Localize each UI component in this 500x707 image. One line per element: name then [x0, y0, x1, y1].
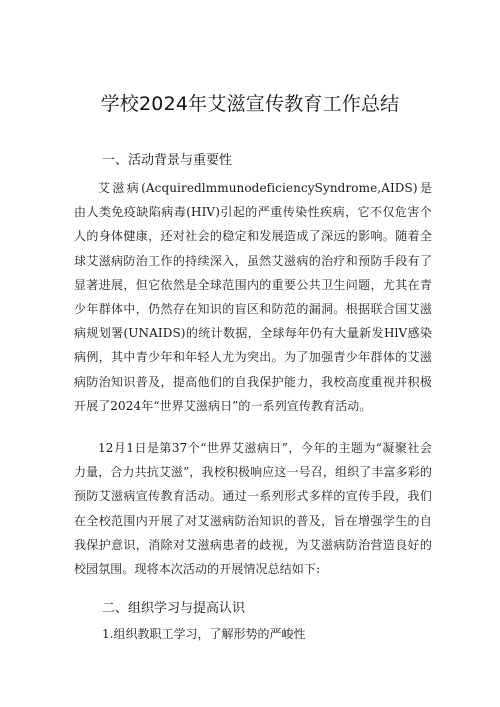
subsection-item-staff-study: 1.组织教职工学习，了解形势的严峻性: [102, 627, 306, 641]
section-heading-background: 一、活动背景与重要性: [102, 153, 233, 168]
paragraph-background: 艾滋病(AcquiredlmmunodeficiencySyndrome,AIDS)是由人类免疫缺陷病毒(HIV)引起的严重传染性疾病，它不仅危害个人的身体健康，还对社会的稳定和发展造成了深远的影响。随着全球艾滋病防治工作的持续深入，虽然艾滋病的治疗和预防手段有了显著进展，但它依然是全球范围内的重要公共卫生问题，尤其在青少年群体中，仍然存在知识的盲区和防范的漏洞。根据联合国艾滋病规划署(UNAIDS)的统计数据，全球每年仍有大量新发HlV感染病例，其中青少年和年轻人尤为突出。为了加强青少年群体的艾滋病防治知识普及，提高他们的自我保护能力，我校高度重视并积极开展了2024年“世界艾滋病日”的一系列宣传教育活动。: [74, 181, 432, 413]
document-title: 学校2024年艾滋宣传教育工作总结: [100, 93, 400, 115]
section-heading-study: 二、组织学习与提高认识: [102, 601, 246, 616]
paragraph-world-aids-day: 12月1日是第37个“世界艾滋病日”，今年的主题为“凝聚社会力量，合力共抗艾滋”，我校积极响应这一号召，组织了丰富多彩的预防艾滋病宣传教育活动。通过一系列形式多样的宣传手段，我们在全校范围内开展了对艾滋病防治知识的普及，旨在增强学生的自我保护意识，消除对艾滋病患者的歧视，为艾滋病防治营造良好的校园氛围。现将本次活动的开展情况总结如下:: [74, 441, 432, 577]
